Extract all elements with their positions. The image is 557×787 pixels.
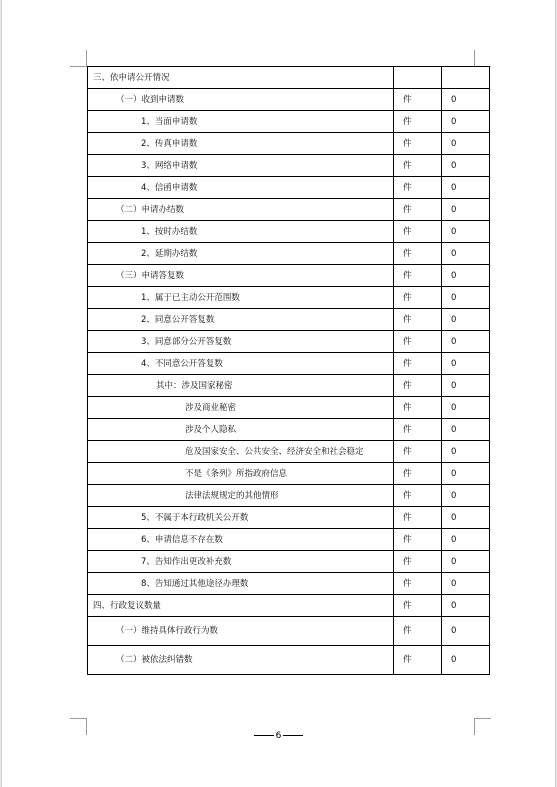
table-row bbox=[88, 133, 490, 155]
table-row bbox=[88, 441, 490, 463]
row-value: 0 bbox=[442, 551, 490, 573]
row-unit: 件 bbox=[394, 573, 442, 595]
row-label: （一）维持具体行政行为数 bbox=[88, 617, 394, 646]
row-value: 0 bbox=[442, 397, 490, 419]
row-unit: 件 bbox=[394, 111, 442, 133]
footer-dash-right bbox=[283, 735, 303, 736]
table-row bbox=[88, 331, 490, 353]
row-unit: 件 bbox=[394, 551, 442, 573]
table-row bbox=[88, 177, 490, 199]
row-value: 0 bbox=[442, 177, 490, 199]
row-value: 0 bbox=[442, 529, 490, 551]
row-value: 0 bbox=[442, 507, 490, 529]
row-label: 3、同意部分公开答复数 bbox=[88, 331, 394, 353]
row-label: （一）收到申请数 bbox=[88, 89, 394, 111]
row-label: （三）申请答复数 bbox=[88, 265, 394, 287]
row-label: 4、信函申请数 bbox=[88, 177, 394, 199]
row-label: 3、网络申请数 bbox=[88, 155, 394, 177]
table-row bbox=[88, 375, 490, 397]
disclosure-report-table bbox=[87, 66, 490, 675]
row-label: 三、依申请公开情况 bbox=[88, 67, 394, 89]
row-value: 0 bbox=[442, 485, 490, 507]
row-unit: 件 bbox=[394, 646, 442, 675]
table-row bbox=[88, 287, 490, 309]
row-value: 0 bbox=[442, 353, 490, 375]
row-unit: 件 bbox=[394, 595, 442, 617]
row-label: 1、属于已主动公开范围数 bbox=[88, 287, 394, 309]
row-value: 0 bbox=[442, 155, 490, 177]
row-unit: 件 bbox=[394, 155, 442, 177]
table-row bbox=[88, 243, 490, 265]
row-label: 四、行政复议数量 bbox=[88, 595, 394, 617]
row-label: 不是《条列》所指政府信息 bbox=[88, 463, 394, 485]
row-unit: 件 bbox=[394, 419, 442, 441]
row-label: 危及国家安全、公共安全、经济安全和社会稳定 bbox=[88, 441, 394, 463]
row-value: 0 bbox=[442, 221, 490, 243]
row-unit: 件 bbox=[394, 353, 442, 375]
row-unit: 件 bbox=[394, 507, 442, 529]
row-unit: 件 bbox=[394, 309, 442, 331]
row-label: 2、传真申请数 bbox=[88, 133, 394, 155]
table-row bbox=[88, 353, 490, 375]
row-label: 6、申请信息不存在数 bbox=[88, 529, 394, 551]
row-unit: 件 bbox=[394, 485, 442, 507]
row-unit: 件 bbox=[394, 287, 442, 309]
row-label: 法律法规规定的其他情形 bbox=[88, 485, 394, 507]
table-row bbox=[88, 155, 490, 177]
page-number: 6 bbox=[275, 731, 282, 741]
page-footer bbox=[2, 731, 555, 741]
row-label: 其中：涉及国家秘密 bbox=[88, 375, 394, 397]
document-page bbox=[1, 0, 556, 787]
row-unit: 件 bbox=[394, 133, 442, 155]
row-unit: 件 bbox=[394, 265, 442, 287]
row-label: 2、延期办结数 bbox=[88, 243, 394, 265]
table-row bbox=[88, 199, 490, 221]
row-unit: 件 bbox=[394, 331, 442, 353]
row-value: 0 bbox=[442, 331, 490, 353]
row-unit: 件 bbox=[394, 397, 442, 419]
table-row bbox=[88, 573, 490, 595]
row-value: 0 bbox=[442, 111, 490, 133]
table-row bbox=[88, 595, 490, 617]
row-unit: 件 bbox=[394, 199, 442, 221]
row-unit: 件 bbox=[394, 441, 442, 463]
row-value: 0 bbox=[442, 463, 490, 485]
row-label: 1、当面申请数 bbox=[88, 111, 394, 133]
row-label: 7、告知作出更改补充数 bbox=[88, 551, 394, 573]
row-unit: 件 bbox=[394, 617, 442, 646]
row-value: 0 bbox=[442, 595, 490, 617]
row-label: 8、告知通过其他途径办理数 bbox=[88, 573, 394, 595]
row-label: （二）被依法纠错数 bbox=[88, 646, 394, 675]
row-unit: 件 bbox=[394, 89, 442, 111]
table-row bbox=[88, 529, 490, 551]
crop-mark-top-right bbox=[474, 50, 491, 67]
row-label: 5、不属于本行政机关公开数 bbox=[88, 507, 394, 529]
row-unit: 件 bbox=[394, 375, 442, 397]
table-row bbox=[88, 485, 490, 507]
row-value: 0 bbox=[442, 441, 490, 463]
row-unit: 件 bbox=[394, 177, 442, 199]
row-value: 0 bbox=[442, 617, 490, 646]
row-value: 0 bbox=[442, 89, 490, 111]
row-value: 0 bbox=[442, 309, 490, 331]
table-row bbox=[88, 67, 490, 89]
table-row bbox=[88, 646, 490, 675]
table-row bbox=[88, 221, 490, 243]
row-value: 0 bbox=[442, 265, 490, 287]
row-value: 0 bbox=[442, 419, 490, 441]
table-row bbox=[88, 617, 490, 646]
row-value: 0 bbox=[442, 573, 490, 595]
row-label: 4、不同意公开答复数 bbox=[88, 353, 394, 375]
row-label: （二）申请办结数 bbox=[88, 199, 394, 221]
row-unit: 件 bbox=[394, 243, 442, 265]
row-unit: 件 bbox=[394, 221, 442, 243]
row-value: 0 bbox=[442, 375, 490, 397]
row-value bbox=[442, 67, 490, 89]
crop-mark-top-left bbox=[70, 50, 87, 67]
row-label: 1、按时办结数 bbox=[88, 221, 394, 243]
row-label: 涉及个人隐私 bbox=[88, 419, 394, 441]
row-value: 0 bbox=[442, 287, 490, 309]
table-row bbox=[88, 309, 490, 331]
row-value: 0 bbox=[442, 199, 490, 221]
row-label: 2、同意公开答复数 bbox=[88, 309, 394, 331]
table-row bbox=[88, 463, 490, 485]
table-row bbox=[88, 397, 490, 419]
table-row bbox=[88, 507, 490, 529]
row-label: 涉及商业秘密 bbox=[88, 397, 394, 419]
row-unit bbox=[394, 67, 442, 89]
row-unit: 件 bbox=[394, 529, 442, 551]
table-row bbox=[88, 111, 490, 133]
row-value: 0 bbox=[442, 646, 490, 675]
row-unit: 件 bbox=[394, 463, 442, 485]
table-row bbox=[88, 265, 490, 287]
row-value: 0 bbox=[442, 133, 490, 155]
row-value: 0 bbox=[442, 243, 490, 265]
table-row bbox=[88, 89, 490, 111]
footer-dash-left bbox=[254, 735, 274, 736]
table-row bbox=[88, 419, 490, 441]
table-row bbox=[88, 551, 490, 573]
